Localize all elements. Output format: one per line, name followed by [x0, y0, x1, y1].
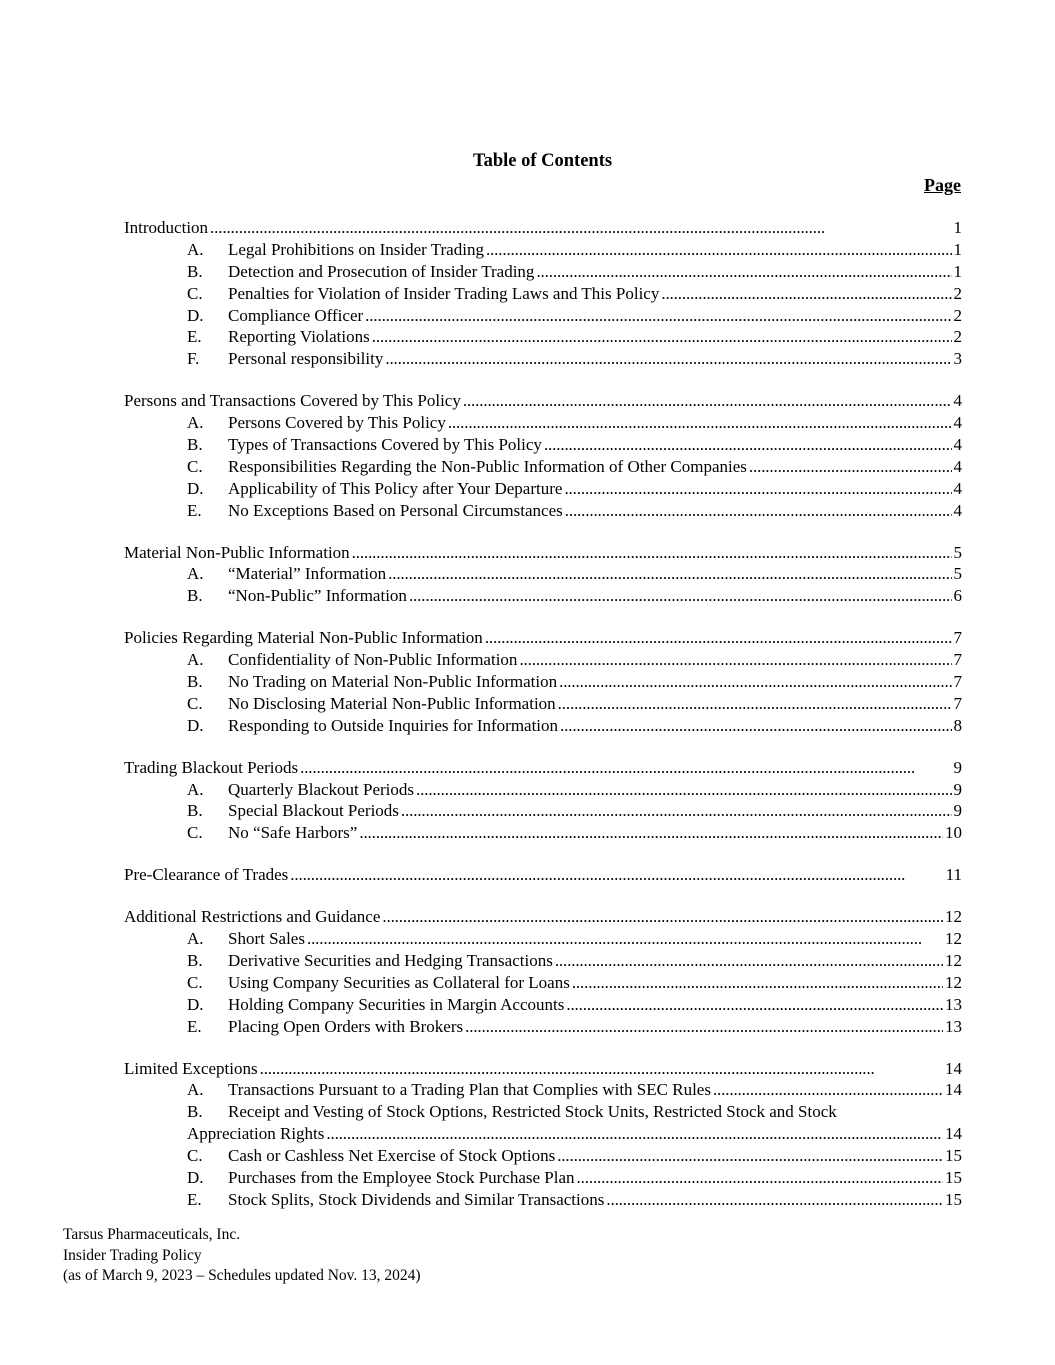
toc-section-label: Persons and Transactions Covered by This Policy	[124, 391, 461, 411]
dot-leader	[386, 563, 951, 585]
toc-subentry-letter: C.	[187, 972, 203, 992]
dot-leader	[575, 1167, 943, 1189]
dot-leader	[557, 671, 951, 693]
dot-leader	[553, 950, 943, 972]
toc-subentry[interactable]	[124, 649, 962, 671]
dot-leader	[555, 1145, 943, 1167]
toc-section-entry[interactable]	[124, 390, 962, 412]
dot-leader	[517, 649, 951, 671]
toc-section-label: Material Non-Public Information	[124, 542, 350, 562]
toc-page-number: 12	[945, 907, 962, 927]
toc-section-entry[interactable]	[124, 864, 962, 886]
dot-leader	[483, 627, 952, 649]
toc-subentry-letter: E.	[187, 1189, 202, 1209]
toc-section-label: Additional Restrictions and Guidance	[124, 907, 381, 927]
toc-subentry-label: Confidentiality of Non-Public Information	[228, 650, 518, 670]
dot-leader	[363, 305, 951, 327]
toc-section-label: Policies Regarding Material Non-Public Information	[124, 628, 483, 648]
toc-subentry-label: Detection and Prosecution of Insider Trading	[228, 261, 535, 281]
toc-page-number: 7	[953, 628, 962, 648]
dot-leader	[659, 283, 951, 305]
dot-leader	[305, 928, 943, 950]
toc-subentry-label: “Non-Public” Information	[228, 586, 407, 606]
toc-subentry-label: Compliance Officer	[228, 305, 364, 325]
toc-subentry-letter: A.	[187, 779, 204, 799]
toc-subentry-label: Reporting Violations	[228, 327, 370, 347]
dot-leader	[446, 412, 952, 434]
toc-page-number: 4	[953, 456, 962, 476]
toc-subentry-label: Derivative Securities and Hedging Transactions	[228, 950, 553, 970]
toc-subentry-label: Short Sales	[228, 929, 305, 949]
document-footer	[63, 1225, 421, 1287]
toc-subentry-letter: E.	[187, 1016, 202, 1036]
footer-doc-title: Insider Trading Policy	[63, 1246, 202, 1264]
dot-leader	[350, 542, 952, 564]
toc-subentry-label: Holding Company Securities in Margin Accounts	[228, 994, 565, 1014]
dot-leader	[288, 864, 943, 886]
dot-leader	[534, 261, 951, 283]
toc-subentry-letter: B.	[187, 801, 203, 821]
toc-page-number: 9	[953, 757, 962, 777]
dot-leader	[562, 478, 951, 500]
dot-leader	[563, 500, 952, 522]
toc-subentry[interactable]	[124, 1167, 962, 1189]
toc-subentry-label: Purchases from the Employee Stock Purchase Plan	[228, 1167, 575, 1187]
toc-subentry-letter: D.	[187, 994, 204, 1014]
toc-subentry-letter: F.	[187, 349, 200, 369]
footer-company: Tarsus Pharmaceuticals, Inc.	[63, 1226, 241, 1243]
toc-page-number: 7	[953, 650, 962, 670]
toc-page-number: 5	[953, 564, 962, 584]
toc-subentry-letter: D.	[187, 478, 204, 498]
toc-subentry-letter: B.	[187, 586, 203, 606]
toc-section	[124, 542, 962, 608]
toc-subentry[interactable]	[124, 585, 962, 607]
toc-section	[124, 864, 962, 886]
dot-leader	[461, 390, 952, 412]
toc-page-number: 1	[953, 239, 962, 259]
toc-subentry[interactable]	[124, 348, 962, 370]
toc-subentry-letter: C.	[187, 283, 203, 303]
toc-page-number: 4	[953, 413, 962, 433]
dot-leader	[463, 1016, 943, 1038]
dot-leader	[357, 822, 943, 844]
toc-page-number: 8	[953, 715, 962, 735]
toc-page-number: 2	[953, 305, 962, 325]
toc-page-number: 9	[953, 779, 962, 799]
toc-section-label: Limited Exceptions	[124, 1058, 258, 1078]
toc-subentry[interactable]	[124, 822, 962, 844]
toc-page-number: 4	[953, 435, 962, 455]
toc-section	[124, 1058, 962, 1211]
toc-subentry[interactable]	[124, 972, 962, 994]
toc-subentry-letter: B.	[187, 950, 203, 970]
toc-page-number: 15	[945, 1167, 962, 1187]
toc-subentry-label: No Trading on Material Non-Public Information	[228, 672, 558, 692]
toc-page-number: 2	[953, 283, 962, 303]
toc-section	[124, 217, 962, 370]
toc-subentry-label: Special Blackout Periods	[228, 801, 399, 821]
toc-subentry[interactable]	[124, 500, 962, 522]
toc-subentry-label: No “Safe Harbors”	[228, 823, 358, 843]
page-column-header: Page	[924, 175, 961, 195]
toc-page-number: 4	[953, 391, 962, 411]
toc-section-entry[interactable]	[124, 542, 962, 564]
dot-leader	[298, 757, 951, 779]
toc-page-number: 13	[945, 1016, 962, 1036]
toc-subentry-label: Penalties for Violation of Insider Trading Laws and This Policy	[228, 283, 660, 303]
toc-section	[124, 757, 962, 845]
dot-leader	[399, 800, 952, 822]
toc-subentry-label: No Disclosing Material Non-Public Information	[228, 693, 556, 713]
toc-subentry-label: Applicability of This Policy after Your Departure	[228, 478, 563, 498]
toc-page-number: 12	[945, 950, 962, 970]
toc-subentry-letter: A.	[187, 564, 204, 584]
toc-section-label: Trading Blackout Periods	[124, 757, 299, 777]
toc-page-number: 10	[945, 823, 962, 843]
dot-leader	[324, 1123, 943, 1145]
toc-page-number: 15	[945, 1146, 962, 1166]
toc-subentry-letter: B.	[187, 261, 203, 281]
toc-subentry-letter: E.	[187, 327, 202, 347]
toc-subentry[interactable]	[124, 283, 962, 305]
toc-subentry-letter: A.	[187, 1080, 204, 1100]
toc-subentry-label: Responsibilities Regarding the Non-Public Information of Other Companies	[228, 456, 747, 476]
dot-leader	[380, 906, 943, 928]
toc-subentry[interactable]	[124, 671, 962, 693]
toc-subentry[interactable]	[124, 1016, 962, 1038]
dot-leader	[208, 217, 951, 239]
toc-page-number: 6	[953, 586, 962, 606]
toc-subentry-letter: D.	[187, 1167, 204, 1187]
toc-subentry-label: Persons Covered by This Policy	[228, 413, 446, 433]
dot-leader	[604, 1189, 943, 1211]
toc-page-number: 1	[953, 261, 962, 281]
toc-page-number: 2	[953, 327, 962, 347]
toc-section	[124, 906, 962, 1037]
toc-page-number: 14	[945, 1058, 962, 1078]
toc-section	[124, 390, 962, 521]
toc-subentry-letter: C.	[187, 823, 203, 843]
toc-subentry-letter: B.	[187, 435, 203, 455]
toc-subentry[interactable]	[124, 239, 962, 261]
toc-page-number: 4	[953, 478, 962, 498]
toc-section-entry[interactable]	[124, 906, 962, 928]
toc-subentry-label: Using Company Securities as Collateral for Loans	[228, 972, 570, 992]
toc-page-number: 5	[953, 542, 962, 562]
toc-subentry[interactable]	[124, 950, 962, 972]
toc-page-number: 3	[953, 349, 962, 369]
toc-subentry[interactable]	[124, 800, 962, 822]
toc-section-label: Introduction	[124, 218, 209, 237]
toc-subentry-letter: D.	[187, 305, 204, 325]
toc-subentry-label: Personal responsibility	[228, 349, 384, 369]
toc-subentry-letter: C.	[187, 1146, 203, 1166]
toc-page-number: 9	[953, 801, 962, 821]
toc-page-number: 7	[953, 693, 962, 713]
toc-page-number: 14	[945, 1080, 962, 1100]
toc-subentry-continuation[interactable]	[124, 1123, 962, 1145]
toc-subentry[interactable]	[124, 779, 962, 801]
toc-subentry-letter: B.	[187, 672, 203, 692]
dot-leader	[383, 348, 951, 370]
toc-section-label: Pre-Clearance of Trades	[124, 865, 289, 885]
toc-subentry-label: Types of Transactions Covered by This Policy	[228, 435, 542, 455]
toc-subentry[interactable]	[124, 928, 962, 950]
toc-subentry-letter: B.	[187, 1102, 203, 1122]
toc-subentry[interactable]	[124, 1189, 962, 1211]
dot-leader	[711, 1079, 943, 1101]
toc-subentry[interactable]	[124, 715, 962, 737]
toc-subentry[interactable]	[124, 994, 962, 1016]
toc-section-entry[interactable]	[124, 757, 962, 779]
toc-subentry-label: Transactions Pursuant to a Trading Plan that Complies with SEC Rules	[228, 1080, 711, 1100]
dot-leader	[556, 693, 952, 715]
toc-subentry-label: No Exceptions Based on Personal Circumstances	[228, 500, 563, 520]
toc-subentry-label: Receipt and Vesting of Stock Options, Restricted Stock Units, Restricted Stock and Stock	[228, 1102, 837, 1122]
dot-leader	[564, 994, 943, 1016]
toc-subentry[interactable]	[124, 305, 962, 327]
toc-subentry[interactable]	[124, 412, 962, 434]
toc-subentry[interactable]	[124, 456, 962, 478]
toc-section	[124, 627, 962, 736]
toc-page-number: 14	[945, 1124, 962, 1144]
toc-subentry[interactable]	[124, 1079, 962, 1101]
toc-subentry-label: Cash or Cashless Net Exercise of Stock Options	[228, 1146, 556, 1166]
toc-subentry-label: Legal Prohibitions on Insider Trading	[228, 239, 484, 259]
toc-subentry-label: Placing Open Orders with Brokers	[228, 1016, 464, 1036]
toc-title: Table of Contents	[472, 151, 613, 171]
toc-page-number: 11	[945, 865, 962, 885]
dot-leader	[570, 972, 943, 994]
toc-subentry-letter: A.	[187, 929, 204, 949]
toc-subentry-label: Responding to Outside Inquiries for Information	[228, 715, 559, 735]
toc-section-entry[interactable]	[124, 627, 962, 649]
footer-date: (as of March 9, 2023 – Schedules updated Nov. 13, 2024)	[63, 1267, 421, 1284]
toc-subentry-letter: C.	[187, 456, 203, 476]
dot-leader	[747, 456, 952, 478]
dot-leader	[407, 585, 952, 607]
dot-leader	[542, 434, 952, 456]
toc-subentry-label: Quarterly Blackout Periods	[228, 779, 415, 799]
toc-subentry[interactable]	[124, 1101, 962, 1123]
toc-subentry-letter: A.	[187, 650, 204, 670]
toc-subentry-label-continued: Appreciation Rights	[187, 1124, 325, 1144]
toc-page-number: 12	[945, 972, 962, 992]
toc-subentry-letter: A.	[187, 413, 204, 433]
toc-subentry[interactable]	[124, 1145, 962, 1167]
toc-subentry[interactable]	[124, 693, 962, 715]
toc-subentry[interactable]	[124, 563, 962, 585]
dot-leader	[258, 1058, 943, 1080]
toc-subentry-letter: E.	[187, 500, 202, 520]
dot-leader	[414, 779, 951, 801]
toc-subentry-label: “Material” Information	[228, 564, 387, 584]
toc-subentry[interactable]	[124, 478, 962, 500]
toc-page-number: 13	[945, 994, 962, 1014]
toc-subentry-letter: A.	[187, 239, 204, 259]
dot-leader	[370, 326, 952, 348]
toc-subentry[interactable]	[124, 261, 962, 283]
toc-subentry-letter: C.	[187, 693, 203, 713]
toc-subentry[interactable]	[124, 326, 962, 348]
toc-subentry-label: Stock Splits, Stock Dividends and Similar Transactions	[228, 1189, 605, 1209]
toc-page-number: 7	[953, 672, 962, 692]
toc-subentry-letter: D.	[187, 715, 204, 735]
toc-page-number: 1	[953, 218, 962, 237]
dot-leader	[484, 239, 952, 261]
toc-page-number: 15	[945, 1189, 962, 1209]
toc-page-number: 12	[945, 929, 962, 949]
toc-page-number: 4	[953, 500, 962, 520]
toc-subentry[interactable]	[124, 434, 962, 456]
table-of-contents	[124, 217, 962, 1231]
toc-section-entry[interactable]	[124, 1058, 962, 1080]
dot-leader	[558, 715, 951, 737]
toc-section-entry[interactable]	[124, 217, 962, 239]
